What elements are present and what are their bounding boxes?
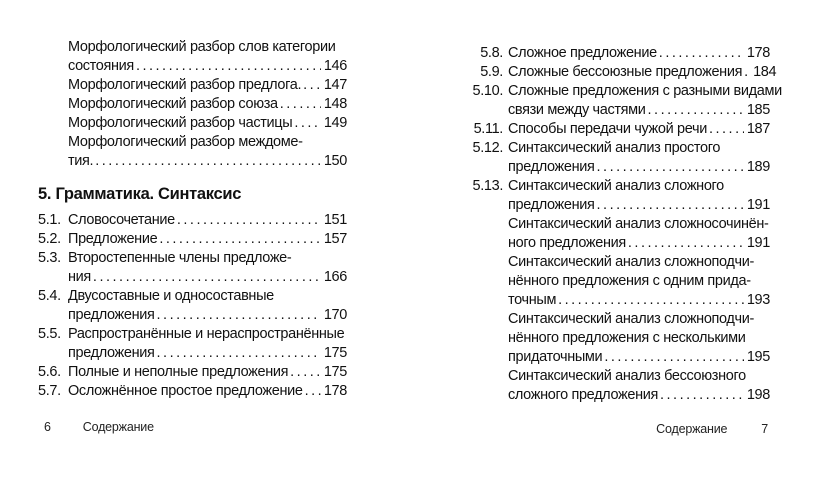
toc-column-right	[470, 44, 782, 405]
entry-title: Распространённые и нераспространённые	[68, 326, 345, 342]
toc-entry-line	[470, 101, 770, 120]
entry-title: предложения	[508, 197, 595, 213]
entry-title: Сложные бессоюзные предложения	[508, 64, 743, 80]
toc-entry-line	[38, 95, 347, 114]
toc-entry	[38, 382, 347, 401]
entry-number: 5.2.	[38, 231, 61, 247]
entry-number: 5.5.	[38, 326, 61, 342]
entry-page-number: 178	[746, 45, 770, 61]
entry-title: связи между частями	[508, 102, 646, 118]
entry-title: Двусоставные и односоставные	[68, 288, 274, 304]
entry-title: Синтаксический анализ сложноподчи-	[508, 311, 754, 327]
entry-page-number: 170	[323, 307, 347, 323]
entry-page-number: 198	[746, 387, 770, 403]
entry-page-number: 151	[323, 212, 347, 228]
toc-entry-line	[470, 253, 770, 272]
dot-leader	[93, 268, 321, 287]
toc-entry	[38, 114, 347, 133]
toc-entry-line	[38, 152, 347, 171]
dot-leader	[558, 291, 744, 310]
dot-leader	[157, 306, 321, 325]
toc-entry	[38, 133, 347, 171]
entry-number: 5.6.	[38, 364, 61, 380]
toc-entry-line	[470, 82, 782, 101]
entry-title: предложения	[508, 159, 595, 175]
dot-leader	[290, 363, 321, 382]
entry-title: Осложнённое простое предложение	[68, 383, 303, 399]
entry-number: 5.3.	[38, 250, 61, 266]
toc-entry	[38, 325, 347, 363]
toc-entry-line	[470, 44, 770, 63]
dot-leader	[303, 76, 321, 95]
entry-number: 5.8.	[480, 45, 503, 61]
entry-number: 5.1.	[38, 212, 61, 228]
entry-page-number: 175	[323, 364, 347, 380]
entry-page-number: 146	[323, 58, 347, 74]
entry-title: предложения	[68, 307, 155, 323]
entry-number: 5.4.	[38, 288, 61, 304]
dot-leader	[660, 386, 744, 405]
toc-entry	[38, 287, 347, 325]
entry-title: Синтаксический анализ сложноподчи-	[508, 254, 754, 270]
entry-title: ния	[68, 269, 91, 285]
toc-entry-line	[470, 310, 770, 329]
entry-title: Морфологический разбор слов категории	[68, 39, 336, 55]
toc-entry	[470, 177, 770, 215]
entry-page-number: 193	[746, 292, 770, 308]
entry-title: Морфологический разбор предлога.	[68, 77, 302, 93]
toc-entry	[470, 82, 782, 120]
entry-number: 5.11.	[473, 121, 503, 137]
toc-entry	[470, 63, 777, 82]
toc-entry-line	[38, 57, 347, 76]
dot-leader	[280, 95, 321, 114]
entry-title: Сложные предложения с разными видами	[508, 83, 782, 99]
toc-entry-line	[38, 363, 347, 382]
entry-title: придаточными	[508, 349, 603, 365]
toc-entry	[470, 310, 770, 367]
toc-entry-line	[470, 63, 777, 82]
toc-entry	[470, 253, 770, 310]
footer-page-number-right: 7	[761, 422, 768, 436]
entry-title: Морфологический разбор союза	[68, 96, 278, 112]
toc-entry-line	[470, 386, 770, 405]
toc-entry-line	[38, 344, 347, 363]
toc-entry	[470, 139, 770, 177]
toc-entry-line	[470, 120, 770, 139]
dot-leader	[159, 230, 321, 249]
toc-column-left	[38, 38, 347, 401]
dot-leader	[294, 114, 321, 133]
entry-title: Сложное предложение	[508, 45, 657, 61]
entry-title: предложения	[68, 345, 155, 361]
entry-title: Синтаксический анализ бессоюзного	[508, 368, 746, 384]
entry-number: 5.13.	[472, 178, 503, 194]
entry-title: Морфологический разбор междоме-	[68, 134, 303, 150]
toc-entry-line	[38, 230, 347, 249]
entry-page-number: 187	[746, 121, 770, 137]
entry-title: Синтаксический анализ сложносочинён-	[508, 216, 769, 232]
toc-entry-line	[470, 177, 770, 196]
entry-title: нённого предложения с несколькими	[508, 330, 746, 346]
toc-entry-line	[38, 325, 347, 344]
dot-leader	[744, 63, 750, 82]
entry-title: сложного предложения	[508, 387, 658, 403]
toc-entry	[470, 44, 770, 63]
entry-page-number: 185	[746, 102, 770, 118]
entry-page-number: 166	[323, 269, 347, 285]
dot-leader	[95, 152, 321, 171]
entry-number: 5.10.	[472, 83, 503, 99]
entry-title: Предложение	[68, 231, 158, 247]
toc-entry-line	[470, 196, 770, 215]
footer-running-title-left: Содержание	[82, 420, 154, 434]
toc-entry-line	[470, 367, 770, 386]
entry-number: 5.12.	[472, 140, 503, 156]
entry-page-number: 191	[746, 235, 770, 251]
section-heading: 5. Грамматика. Синтаксис	[38, 185, 242, 203]
toc-entry	[38, 38, 347, 76]
dot-leader	[177, 211, 321, 230]
toc-entry-line	[470, 291, 770, 310]
toc-entry-line	[38, 287, 347, 306]
dot-leader	[157, 344, 321, 363]
toc-entry-line	[38, 76, 347, 95]
entry-number: 5.9.	[480, 64, 503, 80]
entry-title: нённого предложения с одним прида-	[508, 273, 751, 289]
dot-leader	[136, 57, 321, 76]
toc-entry-line	[38, 114, 347, 133]
entry-title: Полные и неполные предложения	[68, 364, 289, 380]
entry-page-number: 147	[323, 77, 347, 93]
toc-entry	[38, 76, 347, 95]
toc-entry-line	[38, 268, 347, 287]
toc-entry-line	[470, 272, 770, 291]
toc-entry	[38, 249, 347, 287]
dot-leader	[604, 348, 744, 367]
toc-entry	[38, 95, 347, 114]
toc-entry-line	[38, 211, 347, 230]
dot-leader	[597, 196, 744, 215]
toc-entry-line	[470, 234, 770, 253]
footer-page-number-left: 6	[44, 420, 51, 434]
entry-title: Синтаксический анализ простого	[508, 140, 721, 156]
entry-page-number: 191	[746, 197, 770, 213]
toc-entry	[470, 120, 770, 139]
entry-title: ного предложения	[508, 235, 626, 251]
entry-title: точным	[508, 292, 557, 308]
dot-leader	[659, 44, 744, 63]
entry-title: Словосочетание	[68, 212, 175, 228]
toc-entry	[470, 367, 770, 405]
entry-page-number: 189	[746, 159, 770, 175]
toc-entry-line	[470, 329, 770, 348]
page-footer-left	[44, 420, 154, 434]
entry-title: Второстепенные члены предложе-	[68, 250, 292, 266]
dot-leader	[628, 234, 744, 253]
toc-entry-line	[470, 215, 770, 234]
entry-title: состояния	[68, 58, 134, 74]
entry-number: 5.7.	[38, 383, 61, 399]
toc-entry	[38, 363, 347, 382]
dot-leader	[648, 101, 744, 120]
entry-page-number: 149	[323, 115, 347, 131]
toc-entry-line	[38, 306, 347, 325]
toc-entry	[38, 211, 347, 230]
toc-entry-line	[38, 382, 347, 401]
entry-page-number: 157	[323, 231, 347, 247]
footer-running-title-right: Содержание	[656, 422, 728, 436]
entry-title: тия.	[68, 153, 94, 169]
dot-leader	[709, 120, 744, 139]
entry-page-number: 175	[323, 345, 347, 361]
entry-page-number: 184	[753, 64, 777, 80]
entry-page-number: 195	[746, 349, 770, 365]
entry-page-number: 148	[323, 96, 347, 112]
toc-entry-line	[470, 348, 770, 367]
entry-title: Способы передачи чужой речи	[508, 121, 707, 137]
entry-title: Синтаксический анализ сложного	[508, 178, 724, 194]
toc-entry	[470, 215, 770, 253]
dot-leader	[597, 158, 744, 177]
toc-entry-line	[38, 133, 347, 152]
entry-page-number: 178	[323, 383, 347, 399]
toc-entry-line	[38, 249, 347, 268]
entry-title: Морфологический разбор частицы	[68, 115, 293, 131]
page-footer-right	[656, 422, 768, 436]
dot-leader	[305, 382, 321, 401]
entry-page-number: 150	[323, 153, 347, 169]
toc-entry-line	[38, 38, 347, 57]
toc-entry-line	[470, 158, 770, 177]
toc-entry-line	[470, 139, 770, 158]
toc-entry	[38, 230, 347, 249]
